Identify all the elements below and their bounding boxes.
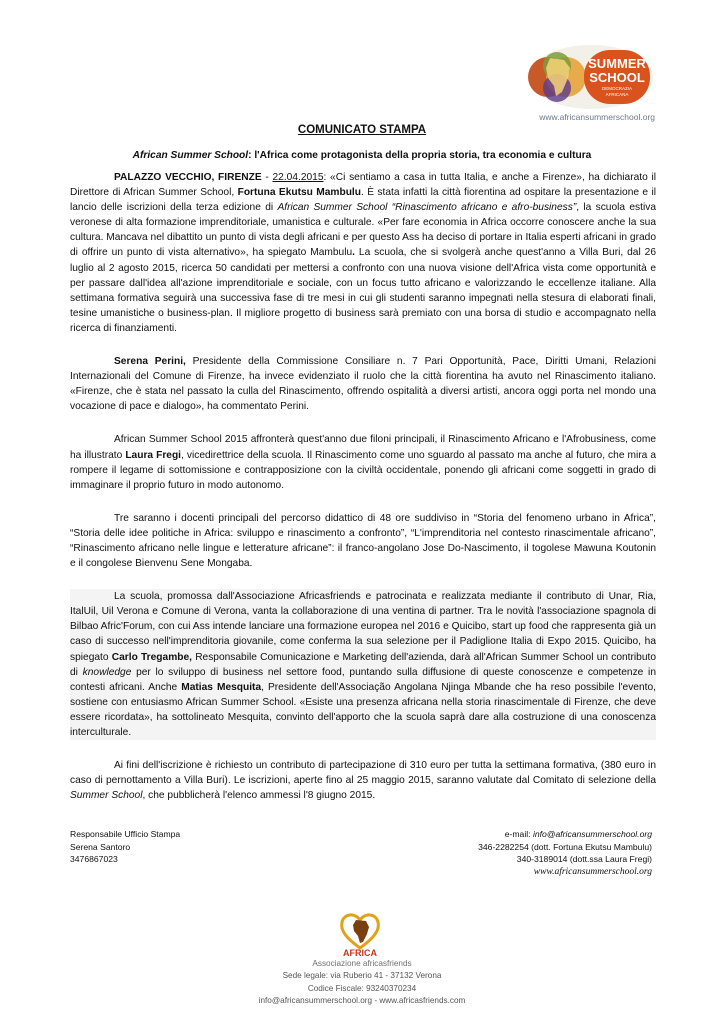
phone-2: 340-3189014 (dott.ssa Laura Fregi) bbox=[516, 854, 652, 865]
email-line bbox=[478, 828, 652, 841]
footer-association: Associazione africasfriends bbox=[312, 959, 412, 968]
p1-dot: . bbox=[352, 247, 355, 259]
logo-line1: SUMMER bbox=[588, 56, 646, 71]
p4-text-a: Tre saranno i docenti principali del percorso didattico di 48 ore suddiviso in “Storia del fenomeno urbano in Africa”, “Storia delle idee politiche in Africa: sviluppo e rinascimento a confronto”, “L'imprenditoria nel contesto rinascimentale africano”, “Rinascimento africano nelle lingue e letterature africane”: il franco-angolano Jose Do-Nascimento, il togolese Mawuna Koutonin e il congolese Bienvenu Sene Mongaba. bbox=[70, 512, 656, 570]
footer-links[interactable]: info@africansummerschool.org - www.africasfriends.com bbox=[258, 996, 466, 1006]
footer bbox=[0, 958, 724, 1008]
p3-text-a: African Summer School 2015 affronterà quest'anno due filoni principali, il Rinascimento Africano e l'Afrobusiness, come ha illustrato bbox=[70, 434, 656, 461]
paragraph-6 bbox=[70, 758, 656, 803]
p6-text-b: , che pubblicherà l'elenco ammessi l'8 giugno 2015. bbox=[142, 790, 376, 802]
p5-text-a: La scuola, promossa dall'Associazione Africasfriends e patrocinata e realizzata mediante il contributo di Unar, Ria, ItalUil, Uil Verona e Comune di Verona, vanta la collaborazione di una ventina di partner. Tra le novità l'associazione spagnola di Bilbao Afric'Forum, con cui Ass intende lanciare una formazione europea nel 2016 e Quicibo, start up food che rappresenta già un caso di successo nell'imprenditoria giovanile, come conferma la sua selezione per il Padiglione Italia di Expo 2015. Quicibo, ha spiegato bbox=[70, 591, 656, 663]
africa-heart-logo-icon bbox=[336, 908, 384, 958]
person-mambulu: Fortuna Ekutsu Mambulu bbox=[237, 187, 361, 199]
paragraph-4 bbox=[70, 511, 656, 571]
email-label: e-mail: bbox=[504, 829, 533, 839]
person-mesquita: Matias Mesquita bbox=[181, 681, 262, 693]
article-body bbox=[70, 170, 656, 821]
logo-line4: AFRICANA bbox=[605, 92, 629, 97]
person-tregambe: Carlo Tregambe, bbox=[111, 651, 192, 663]
p1-text-a: : «Ci sentiamo a casa in tutta Italia, e anche a Firenze», ha dichiarato il Direttore di African Summer School, bbox=[70, 172, 657, 199]
school-contact bbox=[478, 828, 652, 878]
subtitle-rest: : l'Africa come protagonista della propria storia, tra economia e cultura bbox=[248, 150, 592, 161]
paragraph-2 bbox=[70, 354, 656, 414]
footer-address: Sede legale: via Ruberio 41 - 37132 Verona bbox=[282, 971, 442, 981]
p1-italic: African Summer School “Rinascimento africano e afro-business” bbox=[277, 202, 577, 214]
website-link[interactable]: www.africansummerschool.org bbox=[533, 866, 652, 877]
p5-text-b: Responsabile Comunicazione e Marketing dell'azienda, darà all'African Summer School un contributo di bbox=[70, 651, 656, 678]
p5-text-c: per lo sviluppo di business nel settore food, puntando sulla diffusione di queste conoscenze e competenze in contesti africani. Anche bbox=[70, 666, 656, 693]
press-office-contact bbox=[70, 828, 180, 866]
header-website[interactable]: www.africansummerschool.org bbox=[539, 112, 655, 122]
p5-text-d: , Presidente dell'Associação Angolana Njinga Mbande che ha reso possibile l'evento, sostiene con entusiasmo African Summer School. «Esiste una presenza africana nella storia rinascimentale di Firenze, che deve essere ricordata», ha sottolineato Mesquita, convinto dell'apporto che la scuola saprà dare alla costruzione di una conoscenza interculturale. bbox=[70, 681, 656, 738]
press-office-phone: 3476867023 bbox=[70, 854, 118, 865]
p6-italic: Summer School bbox=[70, 790, 143, 802]
logo-line2: SCHOOL bbox=[589, 70, 645, 85]
africasfriends-logo bbox=[336, 908, 384, 958]
paragraph-5 bbox=[70, 589, 656, 740]
email-link[interactable]: info@africansummerschool.org bbox=[532, 829, 652, 839]
person-fregi: Laura Fregi bbox=[125, 449, 182, 461]
p1-text-c: , la scuola estiva veronese di alta formazione imprenditoriale, umanistica e culturale. «Per fare economia in Africa occorre conoscere anche la sua cultura. Mancava nel dibattito un punto di vista degli africani e per questo Ass ha deciso di portare in Italia esperti africani in grado di offrire un punto di vista alternativo», ha spiegato Mambulu bbox=[70, 202, 656, 259]
footer-logo-text: AFRICA bbox=[343, 948, 377, 958]
p5-italic: knowledge bbox=[82, 666, 132, 678]
subtitle-italic: African Summer School bbox=[132, 150, 249, 161]
press-office-name: Serena Santoro bbox=[70, 841, 131, 852]
africa-summer-school-logo-icon bbox=[528, 44, 654, 110]
press-office-role: Responsabile Ufficio Stampa bbox=[70, 829, 181, 839]
phone-1: 346-2282254 (dott. Fortuna Ekutsu Mambulu) bbox=[478, 841, 652, 852]
dateline-sep: - bbox=[261, 172, 273, 183]
p2-text-a: Presidente della Commissione Consiliare n. 7 Pari Opportunità, Pace, Diritti Umani, Relazioni Internazionali del Comune di Firenze, ha invece evidenziato il ruolo che la città fiorentina ha avuto nel Rinascimento italiano. «Firenze, che è stata nel passato la culla del Rinascimento, offrendo ospitalità a diversi artisti, ancora oggi porta nel mondo una vocazione di pace e dialogo», ha commentato Perini. bbox=[70, 356, 657, 413]
p6-text-a: Ai fini dell'iscrizione è richiesto un contributo di partecipazione di 310 euro per tutta la settimana formativa, (380 euro in caso di pernottamento a Villa Buri). Le iscrizioni, aperte fino al 25 maggio 2015, saranno valutate dal Comitato di selezione della bbox=[70, 760, 656, 787]
summer-school-logo bbox=[528, 44, 654, 110]
dateline-date: 22.04.2015 bbox=[272, 172, 324, 183]
dateline-place: PALAZZO VECCHIO, FIRENZE bbox=[114, 172, 262, 183]
p1-text-d: La scuola, che si svolgerà anche quest'anno a Villa Buri, dal 26 luglio al 2 agosto 2015, ricerca 50 candidati per mettersi a confronto con una nuova visione dell'Africa vista come opportunità e per passare dall'idea all'azione imprenditoriale e sociale, con un focus tutto africano e valorizzando le eccellenze italiane. Alla settimana formativa seguirà una successiva fase di tre mesi in cui gli studenti saranno impegnati nella stesura di elaborati finali, tesine umanistiche o business-plan. Il migliore progetto di business sarà premiato con una borsa di studio e accompagnato nella ricerca di finanziamenti. bbox=[70, 247, 656, 334]
paragraph-1 bbox=[70, 170, 656, 336]
p1-text-b: . È stata infatti la città fiorentina ad ospitare la presentazione e il lancio delle iscrizioni della terza edizione di bbox=[70, 187, 657, 214]
logo-line3: DEMOCRAZIA bbox=[601, 86, 633, 91]
subtitle bbox=[70, 150, 654, 161]
person-perini: Serena Perini, bbox=[114, 356, 186, 368]
page-title: COMUNICATO STAMPA bbox=[297, 124, 427, 136]
footer-tax-code: Codice Fiscale: 93240370234 bbox=[307, 983, 417, 993]
p3-text-b: , vicedirettrice della scuola. Il Rinascimento come uno sguardo al passato ma anche al futuro, che mira a rompere il legame di sottomissione e contrapposizione con la civiltà occidentale, ponendo gli africani come soggetti in grado di immaginare il proprio futuro in modo autonomo. bbox=[70, 449, 657, 491]
paragraph-3 bbox=[70, 432, 656, 492]
